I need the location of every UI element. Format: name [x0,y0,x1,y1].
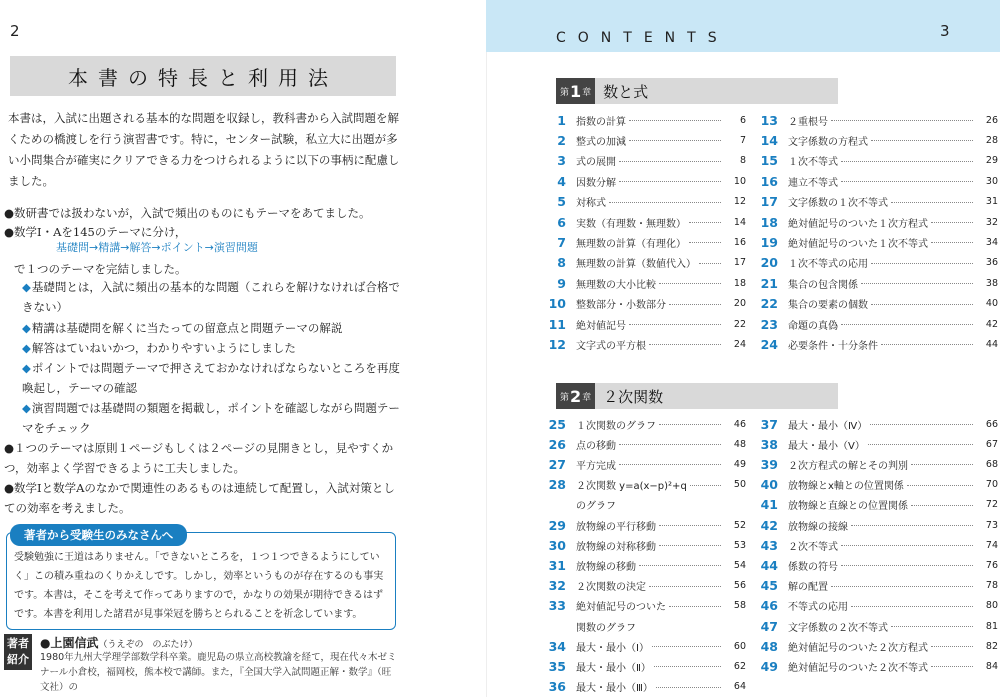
toc-number: 3 [557,153,566,169]
toc-title: 最大・最小（Ⅰ） [576,642,649,654]
toc-number: 30 [548,537,566,553]
toc-title: ２次方程式の解とその判別 [788,460,908,472]
toc-page-number: 53 [733,539,746,551]
toc-entry [748,475,998,495]
dotted-leader [689,241,721,243]
toc-entry [536,253,746,273]
toc-number: 16 [760,173,778,189]
dotted-leader [619,463,721,465]
toc-entry [536,555,746,575]
chapter-title: ２次関数 [603,387,664,406]
toc-entry [536,535,746,555]
toc-entry [536,576,746,596]
toc-entry [748,495,998,515]
feature-text: 基礎問とは，入試に頻出の基本的な問題（これらを解けなければ合格できない） [22,280,400,314]
toc-page-number: 26 [985,114,998,126]
dotted-leader [689,221,721,223]
toc-number: 47 [760,618,778,634]
toc-entry [536,192,746,212]
dotted-leader [629,139,721,141]
dotted-leader [870,423,973,425]
dotted-leader [656,686,721,688]
dotted-leader [841,180,973,182]
toc-title: ２次関数 y=a(x−p)²+q [576,481,687,493]
toc-page-number: 49 [733,458,746,470]
toc-page-number: 56 [733,580,746,592]
toc-number: 32 [548,578,566,594]
toc-entry [748,130,998,150]
toc-number: 7 [557,234,566,250]
toc-page-number: 40 [985,298,998,310]
message-text: 受験勉強に王道はありません。「できないところを，１つ１つできるようにしていく」この積み重ねのくりかえしです。しかし，効率というものが存在するのも事実です。本書は，そこを考えて作ってありますので，かなりの効果が期待できるはずです。本書を利用した諸君が見事栄冠を勝ちとられることを祈念しています。 [14,552,384,620]
dotted-leader [831,585,973,587]
diamond-icon: ◆ [22,361,31,375]
diamond-icon: ◆ [22,401,31,415]
dotted-leader [851,605,973,607]
toc-entry [748,434,998,454]
toc-page-number: 64 [733,681,746,693]
toc-entry [536,151,746,171]
chapter-tab: 第 2 章 [556,383,595,409]
toc-title: 平方完成 [576,460,616,472]
toc-number: 9 [557,275,566,291]
toc-page-number: 16 [733,236,746,248]
toc-entry [536,414,746,434]
toc-number: 6 [557,214,566,230]
toc-page-number: 54 [733,559,746,571]
dotted-leader [690,484,721,486]
toc-number: 35 [548,658,566,674]
toc-title: １次不等式の応用 [788,259,868,271]
toc-entry [748,110,998,130]
toc-number: 21 [760,275,778,291]
toc-number: 40 [760,477,778,493]
toc-number: 20 [760,255,778,271]
toc-entry [748,515,998,535]
chapter-heading-2 [556,383,838,409]
toc-title: 命題の真偽 [788,320,838,332]
toc-entry [536,434,746,454]
intro-paragraph: 本書は，入試に出題される基本的な問題を収録し，教科書から入試問題を解くための橋渡しを行う演習書です。特に，センター試験，私立大に出題が多い小問集合が確実にクリアできる力をつけられるように以下の事柄に配慮しました。 [8,111,400,188]
toc-entry [748,414,998,434]
toc-page-number: 66 [985,418,998,430]
chapter-tab: 第 1 章 [556,78,595,104]
toc-number: 22 [760,296,778,312]
toc-page-number: 84 [985,660,998,672]
toc-page-number: 32 [985,216,998,228]
dotted-leader [639,564,721,566]
toc-entry [536,171,746,191]
toc-title: １次不等式 [788,157,838,169]
toc-title: １次関数のグラフ [576,420,656,432]
toc-page-number: 28 [985,134,998,146]
toc-title: ２次不等式 [788,541,838,553]
toc-title: 放物線の平行移動 [576,521,656,533]
toc-title: 絶対値記号 [576,320,626,332]
author-name [40,634,198,651]
toc-entry [536,130,746,150]
toc-number: 24 [760,336,778,352]
toc-page-number: 62 [733,660,746,672]
toc-page-number: 29 [985,155,998,167]
toc-title: 関数のグラフ [576,622,636,634]
toc-entry [536,314,746,334]
dotted-leader [861,282,973,284]
toc-number: 25 [548,416,566,432]
dotted-leader [931,645,973,647]
section-title: 本書の特長と利用法 [10,56,396,96]
toc-page-number: 68 [985,458,998,470]
dotted-leader [871,139,973,141]
toc-number: 39 [760,456,778,472]
toc-title: 文字係数の１次不等式 [788,198,888,210]
toc-title: 整数部分・小数部分 [576,300,666,312]
dotted-leader [699,262,721,264]
feature-text: 解答はていねいかつ，わかりやすいようにしました [31,341,296,355]
toc-page-number: 18 [733,277,746,289]
dotted-leader [649,343,721,345]
toc-page-number: 73 [985,519,998,531]
bullet-item: ●数学Ⅰ・Aを145のテーマに分け， [4,225,187,239]
toc-title: 必要条件・十分条件 [788,340,878,352]
toc-page-number: 42 [985,318,998,330]
chapter-heading-1 [556,78,838,104]
toc-title: 絶対値記号のついた１次方程式 [788,218,928,230]
toc-title: 最大・最小（Ⅳ） [788,420,868,432]
feature-item [22,338,402,358]
toc-number: 31 [548,557,566,573]
toc-entry [536,515,746,535]
toc-title: 指数の計算 [576,116,626,128]
toc-number: 2 [557,132,566,148]
author-badge: 著者紹介 [4,634,32,670]
toc-page-number: 31 [985,196,998,208]
toc-entry [748,253,998,273]
toc-title: 集合の包含関係 [788,279,858,291]
message-heading: 著者から受験生のみなさんへ [10,524,187,546]
toc-entry [748,232,998,252]
toc-entry [748,576,998,596]
toc-entry [748,294,998,314]
toc-entry [536,656,746,676]
toc-number: 11 [548,316,566,332]
toc-entry [536,596,746,616]
toc-number: 38 [760,436,778,452]
toc-number: 13 [760,112,778,128]
toc-page-number: 58 [733,600,746,612]
dotted-leader [931,241,973,243]
toc-entry [536,475,746,495]
dotted-leader [841,323,973,325]
toc-entry [536,334,746,354]
toc-entry [748,334,998,354]
toc-number: 43 [760,537,778,553]
toc-page-number: 14 [733,216,746,228]
toc-title: 放物線と直線との位置関係 [788,501,908,513]
toc-page-number: 24 [733,338,746,350]
toc-title: 整式の加減 [576,136,626,148]
feature-text: 演習問題では基礎問の類題を掲載し，ポイントを確認しながら問題テーマをチェック [22,401,400,435]
toc-number: 34 [548,638,566,654]
toc-entry [748,314,998,334]
dotted-leader [669,605,721,607]
toc-entry [536,677,746,697]
toc-number: 12 [548,336,566,352]
toc-number: 14 [760,132,778,148]
toc-entry [748,273,998,293]
toc-title: 絶対値記号のついた２次不等式 [788,662,928,674]
study-flow: 基礎問→精講→解答→ポイント→演習問題 [56,241,258,254]
dotted-leader [669,303,721,305]
page-number: 3 [940,22,950,40]
toc-page-number: 80 [985,600,998,612]
toc-entry [748,616,998,636]
toc-number: 26 [548,436,566,452]
dotted-leader [619,180,721,182]
dotted-leader [659,282,721,284]
right-page [486,0,1000,697]
toc-title: 係数の符号 [788,561,838,573]
toc-entry [748,636,998,656]
toc-title: 絶対値記号のついた [576,602,666,614]
toc-entry [748,656,998,676]
bullet-item: ●１つのテーマは原則１ページもしくは２ページの見開きとし，見やすくかつ，効率よく学習できるように工夫しました。 [4,441,394,475]
toc-number: 29 [548,517,566,533]
toc-page-number: 7 [739,134,746,146]
toc-page-number: 46 [733,418,746,430]
toc-page-number: 8 [739,155,746,167]
toc-number: 41 [760,497,778,513]
toc-page-number: 74 [985,539,998,551]
dotted-leader [841,160,973,162]
dotted-leader [619,160,721,162]
toc-title: 放物線の対称移動 [576,541,656,553]
toc-number: 36 [548,679,566,695]
toc-entry [748,535,998,555]
dotted-leader [649,585,721,587]
toc-number: 10 [548,296,566,312]
toc-entry [536,232,746,252]
toc-page-number: 67 [985,438,998,450]
feature-item [22,277,402,317]
toc-page-number: 52 [733,519,746,531]
toc-page-number: 30 [985,175,998,187]
toc-page-number: 50 [733,479,746,491]
toc-entry [748,212,998,232]
feature-item [22,358,402,398]
bullet-continuation: で１つのテーマを完結しました。 [14,262,187,276]
toc-entry [748,192,998,212]
toc-page-number: 10 [733,175,746,187]
toc-page-number: 12 [733,196,746,208]
toc-title: 実数（有理数・無理数） [576,218,686,230]
dotted-leader [871,303,973,305]
left-page [0,0,486,697]
dotted-leader [891,201,973,203]
toc-entry [748,555,998,575]
dotted-leader [659,544,721,546]
toc-entry [748,454,998,474]
toc-title: 最大・最小（Ⅲ） [576,683,653,695]
toc-entry [748,596,998,616]
author-kana: （うえぞの のぶたけ） [98,640,198,650]
toc-entry [536,273,746,293]
toc-page-number: 78 [985,580,998,592]
toc-number: 18 [760,214,778,230]
toc-title: 連立不等式 [788,177,838,189]
toc-number: 45 [760,578,778,594]
bullet-item: ●数研書では扱わないが，入試で頻出のものにもテーマをあてました。 [4,206,371,220]
toc-entry [748,151,998,171]
diamond-icon: ◆ [22,280,31,294]
toc-number: 33 [548,598,566,614]
toc-number: 42 [760,517,778,533]
dotted-leader [931,221,973,223]
dotted-leader [659,423,721,425]
toc-title: 最大・最小（Ⅴ） [788,440,865,452]
dotted-leader [619,443,721,445]
toc-title: 文字式の平方根 [576,340,646,352]
author-bio: 1980年九州大学理学部数学科卒業。鹿児島の県立高校教諭を経て，現在代々木ゼミナール小倉校，福岡校，熊本校で講師。また，『全国大学入試問題正解・数学』（旺文社）の [40,652,397,693]
dotted-leader [659,524,721,526]
toc-number: 49 [760,658,778,674]
toc-page-number: 38 [985,277,998,289]
toc-entry [536,495,746,515]
toc-title: 無理数の計算（有理化） [576,238,686,250]
toc-number: 19 [760,234,778,250]
toc-title: 放物線とx軸との位置関係 [788,481,904,493]
toc-title: 絶対値記号のついた２次方程式 [788,642,928,654]
toc-entry [748,171,998,191]
dotted-leader [911,463,973,465]
toc-title: 対称式 [576,198,606,210]
toc-title: 不等式の応用 [788,602,848,614]
toc-number: 28 [548,477,566,493]
toc-title: ２次関数の決定 [576,582,646,594]
toc-title: 点の移動 [576,440,616,452]
toc-title: 文字係数の方程式 [788,136,868,148]
toc-number: 37 [760,416,778,432]
dotted-leader [907,484,973,486]
toc-title: 式の展開 [576,157,616,169]
author-name-text: ●上園信武 [40,636,99,650]
diamond-icon: ◆ [22,341,31,355]
page-number: 2 [10,22,20,40]
toc-title: 最大・最小（Ⅱ） [576,662,651,674]
toc-number: 15 [760,153,778,169]
feature-item [22,318,402,338]
toc-entry [536,212,746,232]
dotted-leader [629,323,721,325]
diamond-icon: ◆ [22,321,31,335]
feature-text: 精講は基礎問を解くに当たっての留意点と問題テーマの解説 [31,321,343,335]
toc-page-number: 22 [733,318,746,330]
dotted-leader [931,665,973,667]
toc-number: 44 [760,557,778,573]
toc-page-number: 60 [733,640,746,652]
dotted-leader [654,665,721,667]
toc-title: 絶対値記号のついた１次不等式 [788,238,928,250]
toc-number: 4 [557,173,566,189]
dotted-leader [911,504,973,506]
contents-label: CONTENTS [556,30,729,46]
dotted-leader [851,524,973,526]
feature-text: ポイントでは問題テーマで押さえておかなければならないところを再度喚起し，テーマの確認 [22,361,400,395]
toc-page-number: 72 [985,499,998,511]
toc-page-number: 44 [985,338,998,350]
dotted-leader [629,119,721,121]
toc-title: 因数分解 [576,177,616,189]
toc-page-number: 17 [733,257,746,269]
toc-title: 文字係数の２次不等式 [788,622,888,634]
toc-page-number: 81 [985,620,998,632]
toc-page-number: 70 [985,479,998,491]
toc-number: 48 [760,638,778,654]
toc-page-number: 48 [733,438,746,450]
dotted-leader [831,119,973,121]
dotted-leader [841,564,973,566]
dotted-leader [881,343,973,345]
toc-title: ２重根号 [788,116,828,128]
toc-title: 放物線の移動 [576,561,636,573]
toc-number: 23 [760,316,778,332]
dotted-leader [891,625,973,627]
toc-title: 放物線の接線 [788,521,848,533]
toc-number: 8 [557,255,566,271]
dotted-leader [871,262,973,264]
toc-page-number: 34 [985,236,998,248]
bullet-item: ●数学Ⅰと数学Aのなかで関連性のあるものは連続して配置し，入試対策としての効率を考えました。 [4,481,395,515]
toc-page-number: 20 [733,298,746,310]
toc-number: 27 [548,456,566,472]
dotted-leader [868,443,973,445]
dotted-leader [652,645,721,647]
toc-entry [536,294,746,314]
toc-number: 5 [557,194,566,210]
toc-page-number: 76 [985,559,998,571]
toc-number: 46 [760,598,778,614]
toc-page-number: 6 [739,114,746,126]
toc-page-number: 82 [985,640,998,652]
toc-entry [536,616,746,636]
toc-title: 解の配置 [788,582,828,594]
toc-number: 1 [557,112,566,128]
toc-entry [536,110,746,130]
toc-entry [536,636,746,656]
dotted-leader [609,201,721,203]
toc-entry [536,454,746,474]
dotted-leader [841,544,973,546]
toc-number: 17 [760,194,778,210]
toc-title: 無理数の大小比較 [576,279,656,291]
chapter-title: 数と式 [603,82,649,101]
toc-title: 無理数の計算（数値代入） [576,259,696,271]
toc-title: のグラフ [576,501,616,513]
feature-item [22,398,402,438]
toc-page-number: 36 [985,257,998,269]
toc-title: 集合の要素の個数 [788,300,868,312]
